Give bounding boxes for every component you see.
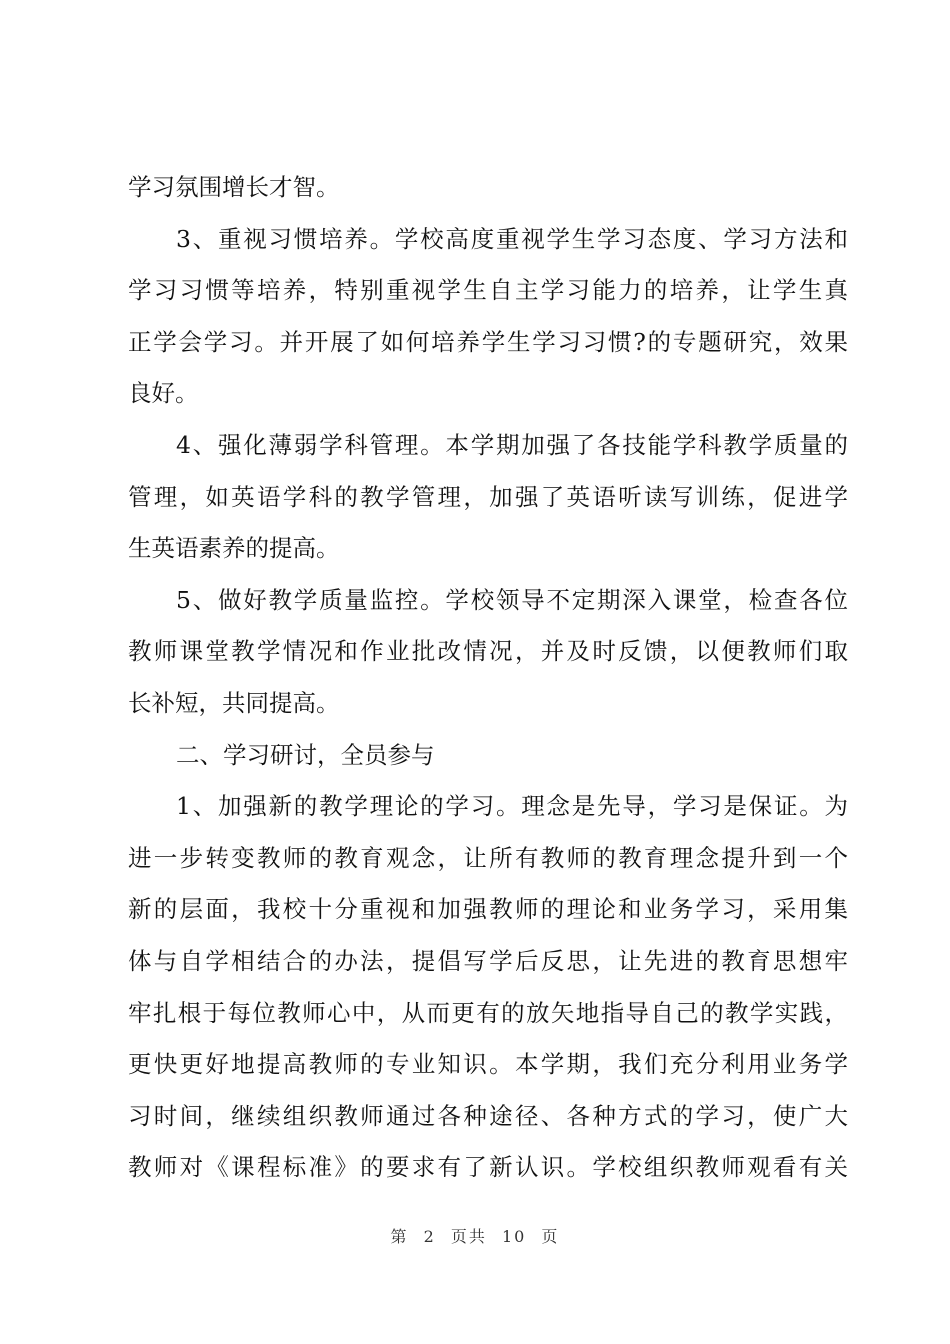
text-line: 3、重视习惯培养。学校高度重视学生学习态度、学习方法和 [176,224,848,253]
page-footer: 第 2 页共 10 页 [390,1227,560,1246]
text-line: 生英语素养的提高。 [128,534,340,563]
text-line: 教师对《课程标准》的要求有了新认识。学校组织教师观看有关 [128,1153,848,1182]
text-line: 牢扎根于每位教师心中，从而更有的放矢地指导自己的教学实践， [128,998,848,1027]
text-line: 学习氛围增长才智。 [128,173,340,201]
document-body [128,162,848,1194]
text-line: 1、加强新的教学理论的学习。理念是先导，学习是保证。为 [176,792,848,821]
text-line: 正学会学习。并开展了如何培养学生学习习惯?的专题研究，效果 [128,327,848,356]
text-line: 习时间，继续组织教师通过各种途径、各种方式的学习，使广大 [128,1101,848,1130]
text-line: 进一步转变教师的教育观念，让所有教师的教育理念提升到一个 [128,843,848,872]
text-line: 4、强化薄弱学科管理。本学期加强了各技能学科教学质量的 [176,430,848,459]
text-line: 二、学习研讨，全员参与 [176,740,435,769]
text-line: 新的层面，我校十分重视和加强教师的理论和业务学习，采用集 [128,895,848,924]
text-line: 管理，如英语学科的教学管理，加强了英语听读写训练，促进学 [128,482,848,511]
text-line: 长补短，共同提高。 [128,688,340,717]
text-line: 良好。 [128,379,199,408]
text-line: 更快更好地提高教师的专业知识。本学期，我们充分利用业务学 [128,1050,848,1079]
text-line: 学习习惯等培养，特别重视学生自主学习能力的培养，让学生真 [128,276,848,305]
text-line: 体与自学相结合的办法，提倡写学后反思，让先进的教育思想牢 [128,946,848,975]
text-line: 教师课堂教学情况和作业批改情况，并及时反馈，以便教师们取 [128,637,848,666]
text-line: 5、做好教学质量监控。学校领导不定期深入课堂，检查各位 [176,585,848,614]
